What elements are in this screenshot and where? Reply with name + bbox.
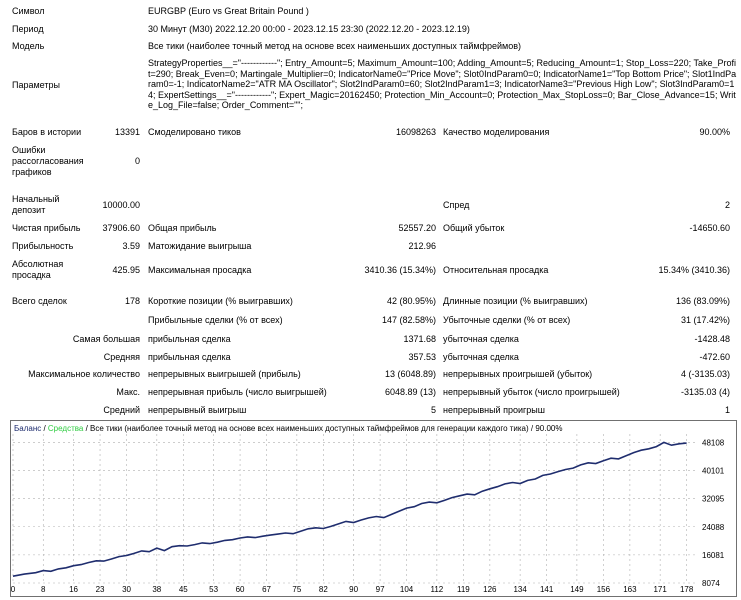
x-tick-label: 8 xyxy=(41,585,46,594)
short-positions-label: Короткие позиции (% выигравших) xyxy=(148,296,293,306)
max-consecutive-profit-value: 13 (6048.89) xyxy=(384,369,436,379)
y-tick-label: 48108 xyxy=(702,438,725,448)
rel-drawdown-label: Относительная просадка xyxy=(443,265,549,275)
max-drawdown-value: 3410.36 (15.34%) xyxy=(364,265,436,275)
long-positions-value: 136 (83.09%) xyxy=(675,296,730,306)
quality-label: Качество моделирования xyxy=(443,127,550,137)
long-positions-label: Длинные позиции (% выигравших) xyxy=(443,296,588,306)
max-consecutive-amount-loss-value: -3135.03 (4) xyxy=(680,387,730,397)
average-profit-value: 357.53 xyxy=(408,352,436,362)
errors-label: Ошибки рассогласования графиков xyxy=(12,145,84,177)
x-tick-label: 126 xyxy=(483,585,497,594)
average-label: Средняя xyxy=(103,352,140,362)
y-tick-label: 16081 xyxy=(702,550,725,560)
max-consecutive-loss-label: непрерывных проигрышей (убыток) xyxy=(443,369,593,379)
gross-loss-label: Общий убыток xyxy=(443,223,505,233)
x-tick-label: 134 xyxy=(513,585,527,594)
spread-value: 2 xyxy=(724,200,730,210)
avg-consecutive-loss-label: непрерывный проигрыш xyxy=(443,405,545,415)
x-tick-label: 163 xyxy=(623,585,637,594)
max-consecutive-amount-loss-label: непрерывный убыток (число проигрышей) xyxy=(443,387,620,397)
profit-trades-label: Прибыльные сделки (% от всех) xyxy=(148,315,283,325)
x-tick-label: 97 xyxy=(375,585,385,594)
short-positions-value: 42 (80.95%) xyxy=(386,296,436,306)
period-label: Период xyxy=(12,24,44,34)
bars-value: 13391 xyxy=(114,127,140,137)
avg-consecutive-profit-value: 5 xyxy=(430,405,436,415)
deposit-label: Начальный депозит xyxy=(12,194,60,215)
parameters-value: StrategyProperties__="------------"; Entry_Amount=5; Maximum_Amount=100; Adding_Amount=5; Reducing_Amount=1; Stop_Loss=220; Take_Profit=290; Break_Even=0; Martingale_Multiplier=0; IndicatorName0="Price Move"; Slot0IndParam0=0; IndicatorName1="Top Bottom Price"; Slot1IndParam0=-1; IndicatorName2="ATR MA Oscillator"; Slot2IndParam0=60; Slot2IndParam1=3; IndicatorName3="Previous High Low"; Slot3IndParam0=14; ExpertSettings__="------------"; Expert_Magic=20162450; Protection_Min_Account=0; Protection_Max_StopLoss=0; Bar_Close_Advance=15; Write_Log_File=false; Order_Comment=""; xyxy=(148,58,737,111)
rel-drawdown-value: 15.34% (3410.36) xyxy=(658,265,730,275)
x-tick-label: 53 xyxy=(209,585,219,594)
max-consecutive-loss-value: 4 (-3135.03) xyxy=(680,369,730,379)
profit-trades-value: 147 (82.58%) xyxy=(381,315,436,325)
chart-frame xyxy=(11,421,737,597)
model-label: Модель xyxy=(12,41,45,51)
x-tick-label: 149 xyxy=(570,585,584,594)
average-profit-label: прибыльная сделка xyxy=(148,352,231,362)
x-tick-label: 45 xyxy=(178,585,188,594)
balance-chart xyxy=(10,420,737,598)
symbol-value: EURGBP (Euro vs Great Britain Pound ) xyxy=(148,6,309,16)
net-profit-label: Чистая прибыль xyxy=(12,223,81,233)
max-consecutive-amount-profit-value: 6048.89 (13) xyxy=(384,387,436,397)
profit-factor-value: 3.59 xyxy=(122,241,140,251)
chart-legend: Баланс / Средства / Все тики (наиболее точный метод на основе всех наименьших доступных таймфреймов для генерации каждого тика) / 90.00% xyxy=(14,424,563,433)
x-tick-label: 171 xyxy=(653,585,667,594)
y-tick-label: 8074 xyxy=(702,579,720,588)
max-drawdown-label: Максимальная просадка xyxy=(148,265,252,275)
max-consecutive-label: Максимальное количество xyxy=(28,369,140,379)
x-tick-label: 112 xyxy=(430,585,444,594)
spread-label: Спред xyxy=(443,200,470,210)
x-tick-label: 60 xyxy=(235,585,245,594)
profit-factor-label: Прибыльность xyxy=(12,241,74,251)
y-tick-label: 24088 xyxy=(702,522,725,532)
legend-quality: / 90.00% xyxy=(528,424,563,433)
y-tick-label: 40101 xyxy=(702,466,725,476)
expected-payoff-value: 212.96 xyxy=(408,241,436,251)
ticks-label: Смоделировано тиков xyxy=(148,127,241,137)
average-loss-value: -472.60 xyxy=(699,352,730,362)
x-tick-label: 90 xyxy=(349,585,359,594)
x-tick-label: 23 xyxy=(95,585,105,594)
x-tick-label: 75 xyxy=(292,585,302,594)
parameters-label: Параметры xyxy=(12,80,60,90)
bars-label: Баров в истории xyxy=(12,127,82,137)
gross-loss-value: -14650.60 xyxy=(689,223,730,233)
quality-value: 90.00% xyxy=(699,127,730,137)
errors-value: 0 xyxy=(134,156,140,166)
total-trades-label: Всего сделок xyxy=(12,296,67,306)
x-tick-label: 156 xyxy=(596,585,611,594)
deposit-value: 10000.00 xyxy=(102,200,140,210)
y-tick-label: 32095 xyxy=(702,494,725,504)
x-tick-label: 104 xyxy=(399,585,414,594)
expected-payoff-label: Матожидание выигрыша xyxy=(148,241,252,251)
x-tick-label: 30 xyxy=(122,585,131,594)
x-tick-label: 141 xyxy=(539,585,554,594)
legend-equity: Средства xyxy=(47,424,84,433)
largest-loss-value: -1428.48 xyxy=(694,334,730,344)
balance-chart-svg xyxy=(10,420,737,598)
x-tick-label: 38 xyxy=(152,585,162,594)
loss-trades-label: Убыточные сделки (% от всех) xyxy=(443,315,571,325)
symbol-label: Символ xyxy=(12,6,45,16)
largest-profit-label: прибыльная сделка xyxy=(148,334,231,344)
x-tick-label: 178 xyxy=(679,585,694,594)
x-tick-label: 119 xyxy=(456,585,470,594)
x-tick-label: 67 xyxy=(262,585,272,594)
max-consecutive-amount-label: Макс. xyxy=(116,387,140,397)
largest-profit-value: 1371.68 xyxy=(403,334,436,344)
legend-balance: Баланс xyxy=(14,424,42,433)
loss-trades-value: 31 (17.42%) xyxy=(680,315,730,325)
max-consecutive-amount-profit-label: непрерывная прибыль (число выигрышей) xyxy=(148,387,327,397)
avg-consecutive-loss-value: 1 xyxy=(724,405,730,415)
abs-drawdown-value: 425.95 xyxy=(112,265,140,275)
total-trades-value: 178 xyxy=(124,296,140,306)
x-tick-label: 16 xyxy=(69,585,79,594)
x-tick-label: 82 xyxy=(318,585,328,594)
gross-profit-label: Общая прибыль xyxy=(148,223,217,233)
x-tick-label: 0 xyxy=(10,585,16,594)
model-value: Все тики (наиболее точный метод на основе всех наименьших доступных таймфреймов) xyxy=(148,41,521,51)
largest-label: Самая большая xyxy=(72,334,140,344)
max-consecutive-profit-label: непрерывных выигрышей (прибыль) xyxy=(148,369,301,379)
period-value: 30 Минут (M30) 2022.12.20 00:00 - 2023.12.15 23:30 (2022.12.20 - 2023.12.19) xyxy=(148,24,470,34)
net-profit-value: 37906.60 xyxy=(102,223,140,233)
ticks-value: 16098263 xyxy=(395,127,436,137)
average-loss-label: убыточная сделка xyxy=(443,352,519,362)
avg-consecutive-label: Средний xyxy=(103,405,140,415)
largest-loss-label: убыточная сделка xyxy=(443,334,519,344)
avg-consecutive-profit-label: непрерывный выигрыш xyxy=(148,405,247,415)
gross-profit-value: 52557.20 xyxy=(398,223,436,233)
legend-description: Все тики (наиболее точный метод на основе всех наименьших доступных таймфреймов для генерации каждого тика) xyxy=(90,424,529,433)
abs-drawdown-label: Абсолютная просадка xyxy=(12,259,64,280)
